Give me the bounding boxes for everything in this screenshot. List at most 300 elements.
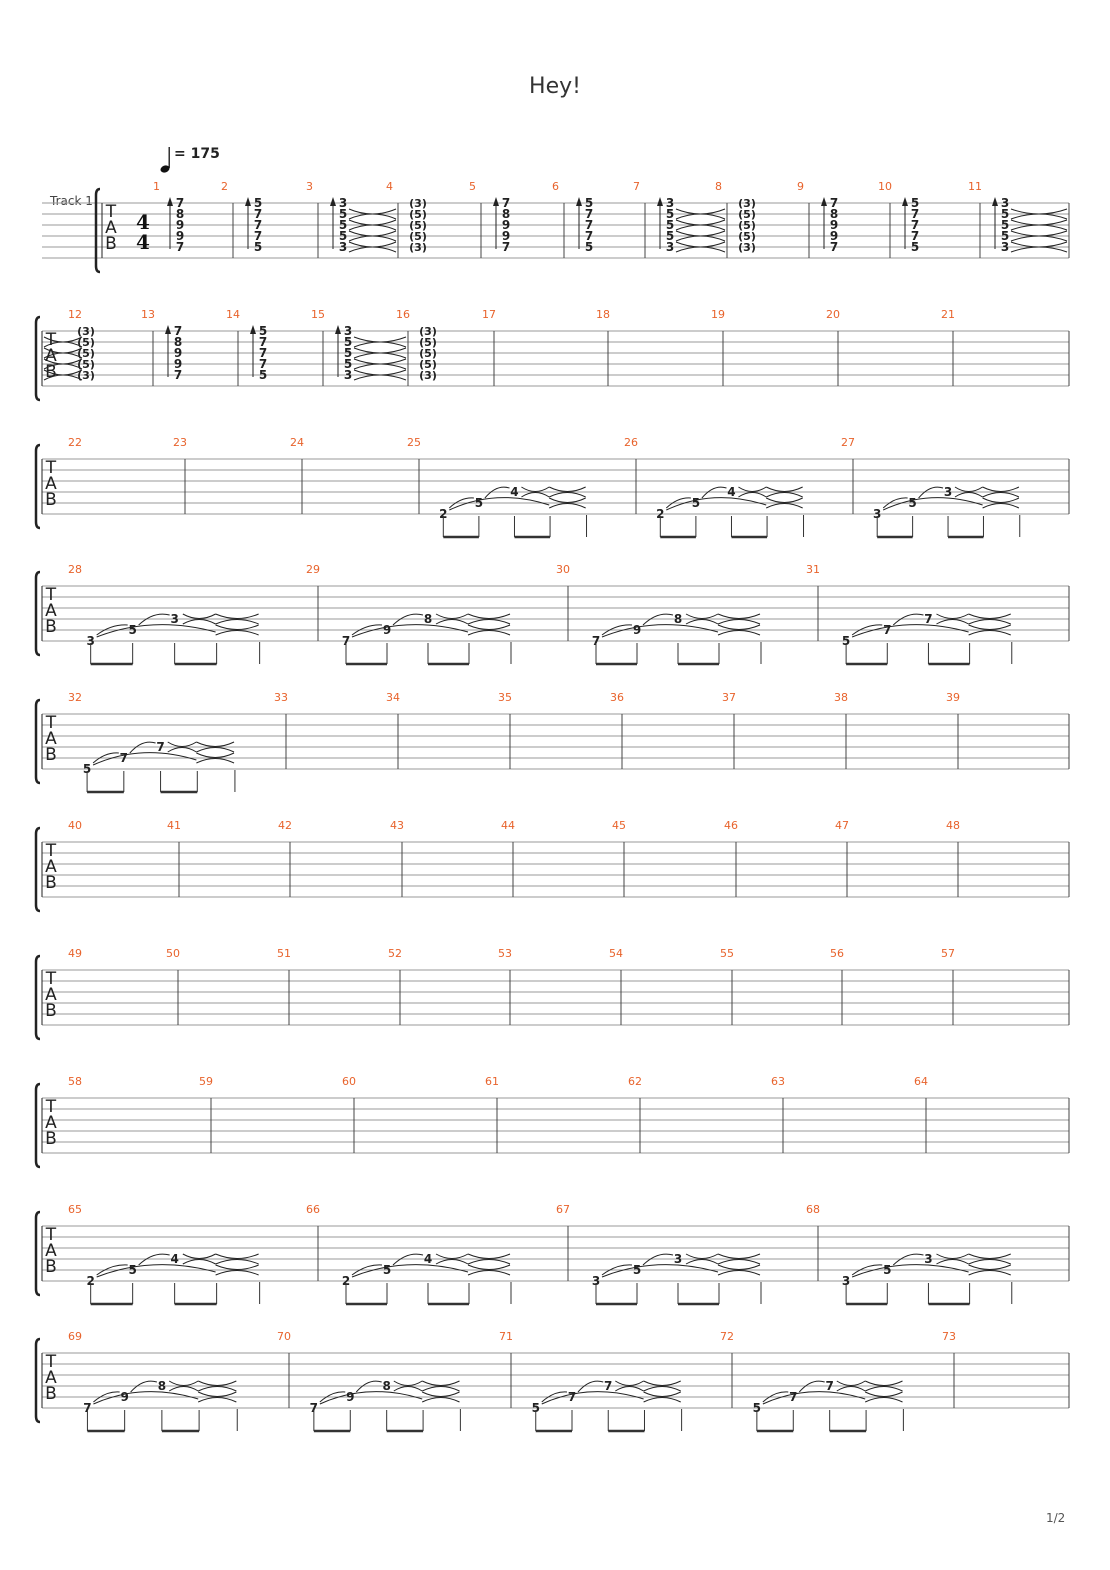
tie-arc <box>718 1260 760 1265</box>
tie-arc <box>549 487 585 492</box>
measure-number-58: 58 <box>68 1075 82 1088</box>
chord-a-1-string-2: 8 <box>175 207 185 221</box>
tie-arc <box>686 1254 718 1259</box>
upstroke-arrow-icon <box>657 197 663 206</box>
chord-c-15-string-2: 5 <box>343 335 353 349</box>
chord-b-14-string-1: 5 <box>258 324 268 338</box>
tie-arc <box>766 493 802 498</box>
upstroke-arrow-icon <box>165 325 171 334</box>
measure-number-8: 8 <box>715 180 722 193</box>
measure-number-21: 21 <box>941 308 955 321</box>
slur-arc <box>130 742 156 753</box>
fret-number-28-1: 3 <box>86 634 95 648</box>
measure-number-14: 14 <box>226 308 240 321</box>
chord-c-15-string-1: 3 <box>343 324 353 338</box>
tab-clef-letter: T <box>105 202 117 222</box>
measure-number-12: 12 <box>68 308 82 321</box>
tie-arc <box>354 364 406 369</box>
fret-number-66-1: 2 <box>341 1274 351 1288</box>
fret-number-26-2: 5 <box>691 496 701 510</box>
measure-number-62: 62 <box>628 1075 642 1088</box>
tie-arc <box>216 1260 259 1265</box>
chord-c-tied-16-string-4: (5) <box>419 358 437 371</box>
chord-c-tied-12-string-3: (5) <box>77 347 95 360</box>
tab-clef-letter: B <box>45 745 57 765</box>
chord-c-3-string-1: 3 <box>338 196 348 210</box>
upstroke-arrow-icon <box>167 197 173 206</box>
tab-clef-letter: T <box>45 841 57 861</box>
tie-arc <box>394 1381 422 1386</box>
time-signature-top: 4 <box>136 210 150 234</box>
chord-c-7-string-5: 3 <box>665 240 675 254</box>
measure-number-1: 1 <box>153 180 160 193</box>
system-bracket <box>36 445 40 528</box>
tie-arc <box>468 1254 510 1259</box>
chord-c-3-string-3: 5 <box>338 218 348 232</box>
tie-arc <box>422 1398 459 1403</box>
slur-arc <box>485 487 510 498</box>
fret-number-71-3: 7 <box>604 1379 613 1393</box>
tie-arc <box>766 504 802 509</box>
tie-arc <box>969 631 1011 636</box>
tie-arc <box>1011 247 1067 252</box>
measure-number-66: 66 <box>306 1203 320 1216</box>
tie-arc <box>837 1387 865 1392</box>
measure-number-4: 4 <box>386 180 393 193</box>
chord-c-11-string-2: 5 <box>1000 207 1010 221</box>
tie-arc <box>1011 236 1067 241</box>
tie-arc <box>168 742 197 747</box>
fret-number-68-1: 3 <box>841 1274 851 1288</box>
tab-clef-letter: B <box>45 873 57 893</box>
tie-arc <box>766 498 802 503</box>
tab-clef-letter: T <box>45 330 57 350</box>
fret-number-30-3: 8 <box>673 612 683 626</box>
tie-arc <box>183 614 216 619</box>
chord-c-7-string-3: 5 <box>665 218 675 232</box>
song-title: Hey! <box>529 74 581 99</box>
tie-arc <box>394 1387 422 1392</box>
measure-number-63: 63 <box>771 1075 785 1088</box>
tie-arc <box>349 231 396 236</box>
tie-arc <box>936 1254 968 1259</box>
time-signature-bottom: 4 <box>136 230 150 254</box>
chord-c-15-string-5: 3 <box>343 368 353 382</box>
measure-number-7: 7 <box>633 180 640 193</box>
fret-number-70-3: 8 <box>382 1379 391 1393</box>
measure-number-44: 44 <box>501 819 515 832</box>
chord-b-10-string-2: 7 <box>910 207 920 221</box>
chord-b-2-string-5: 5 <box>253 240 263 254</box>
tie-arc <box>718 614 760 619</box>
chord-b-6-string-4: 7 <box>584 229 594 243</box>
slur-arc <box>139 1254 170 1265</box>
tie-arc <box>718 631 760 636</box>
fret-number-67-2: 5 <box>632 1263 642 1277</box>
tie-arc <box>718 625 760 630</box>
tie-arc <box>983 498 1019 503</box>
tab-clef-letter: B <box>45 1001 57 1021</box>
tie-arc <box>436 620 468 625</box>
chord-c-11-string-4: 5 <box>1000 229 1010 243</box>
upstroke-arrow-icon <box>902 197 908 206</box>
chord-a-13-string-1: 7 <box>173 324 183 338</box>
tab-clef-letter: A <box>45 1368 57 1388</box>
chord-a-5-string-2: 8 <box>501 207 511 221</box>
fret-number-72-1: 5 <box>752 1401 762 1415</box>
chord-b-14-string-3: 7 <box>258 346 268 360</box>
tab-clef-letter: T <box>45 1225 57 1245</box>
chord-c-3-string-5: 3 <box>338 240 348 254</box>
tie-arc <box>521 493 549 498</box>
upstroke-arrow-icon <box>576 197 582 206</box>
chord-b-14-string-5: 5 <box>258 368 268 382</box>
tie-arc <box>354 337 406 342</box>
measure-number-60: 60 <box>342 1075 356 1088</box>
chord-a-13-string-3: 9 <box>173 346 183 360</box>
fret-number-31-1: 5 <box>841 634 851 648</box>
tie-arc <box>349 209 396 214</box>
tab-clef-letter: A <box>45 474 57 494</box>
tie-arc <box>676 247 725 252</box>
tie-arc <box>676 231 725 236</box>
measure-number-9: 9 <box>797 180 804 193</box>
tab-clef-letter: A <box>45 729 57 749</box>
tab-clef-letter: B <box>45 490 57 510</box>
measure-number-68: 68 <box>806 1203 820 1216</box>
tie-arc <box>169 1387 198 1392</box>
tab-clef-letter: T <box>45 713 57 733</box>
measure-number-49: 49 <box>68 947 82 960</box>
fret-number-65-3: 4 <box>170 1252 179 1266</box>
tie-arc <box>1011 214 1067 219</box>
tie-arc <box>1011 231 1067 236</box>
slur-arc <box>643 614 673 625</box>
tie-arc <box>686 1260 718 1265</box>
system-bracket <box>96 189 100 272</box>
chord-a-1-string-5: 7 <box>175 240 185 254</box>
fret-number-28-3: 3 <box>170 612 179 626</box>
tie-arc <box>676 242 725 247</box>
tie-arc <box>521 487 549 492</box>
fret-number-29-1: 7 <box>341 634 351 648</box>
chord-c-tied-4-string-5: (3) <box>409 241 427 254</box>
upstroke-arrow-icon <box>992 197 998 206</box>
chord-c-tied-8-string-3: (5) <box>738 219 756 232</box>
tie-arc <box>216 625 259 630</box>
tie-arc <box>738 487 766 492</box>
measure-number-45: 45 <box>612 819 626 832</box>
tab-clef-letter: T <box>45 1097 57 1117</box>
tie-arc <box>198 1398 236 1403</box>
tie-arc <box>468 1260 510 1265</box>
fret-number-28-2: 5 <box>128 623 137 637</box>
chord-a-13-string-4: 9 <box>173 357 183 371</box>
tie-arc <box>354 348 406 353</box>
tie-arc <box>349 220 396 225</box>
measure-number-31: 31 <box>806 563 820 576</box>
fret-number-69-3: 8 <box>157 1379 167 1393</box>
measure-number-22: 22 <box>68 436 82 449</box>
tie-arc <box>196 742 234 747</box>
fret-number-31-2: 7 <box>883 623 892 637</box>
measure-number-30: 30 <box>556 563 570 576</box>
tie-arc <box>718 1254 760 1259</box>
chord-c-tied-12-string-5: (3) <box>77 369 95 382</box>
upstroke-arrow-icon <box>821 197 827 206</box>
tie-arc <box>718 1265 760 1270</box>
measure-number-64: 64 <box>914 1075 928 1088</box>
tab-clef-letter: A <box>45 985 57 1005</box>
tie-arc <box>216 631 259 636</box>
tie-arc <box>549 504 585 509</box>
chord-c-11-string-5: 3 <box>1000 240 1010 254</box>
chord-c-3-string-4: 5 <box>338 229 348 243</box>
measure-number-16: 16 <box>396 308 410 321</box>
tie-arc <box>718 1271 760 1276</box>
chord-c-tied-12-string-2: (5) <box>77 336 95 349</box>
tab-clef-letter: B <box>45 617 57 637</box>
measure-number-53: 53 <box>498 947 512 960</box>
tie-arc <box>422 1392 459 1397</box>
track-label: Track 1 <box>50 194 93 208</box>
tab-clef-letter: T <box>45 585 57 605</box>
chord-a-9-string-3: 9 <box>829 218 839 232</box>
measure-number-26: 26 <box>624 436 638 449</box>
system-bracket <box>36 956 40 1039</box>
measure-number-35: 35 <box>498 691 512 704</box>
system-bracket <box>36 700 40 783</box>
tie-arc <box>676 209 725 214</box>
measure-number-33: 33 <box>274 691 288 704</box>
fret-number-29-3: 8 <box>423 612 433 626</box>
tie-arc <box>969 1265 1011 1270</box>
tie-arc <box>216 614 259 619</box>
tie-arc <box>422 1387 459 1392</box>
fret-number-32-1: 5 <box>82 762 92 776</box>
tie-arc <box>676 236 725 241</box>
chord-a-1-string-4: 9 <box>175 229 185 243</box>
measure-number-2: 2 <box>221 180 228 193</box>
measure-number-70: 70 <box>277 1330 291 1343</box>
chord-b-2-string-3: 7 <box>253 218 263 232</box>
tie-arc <box>936 620 968 625</box>
measure-number-61: 61 <box>485 1075 499 1088</box>
tab-clef-letter: A <box>105 218 117 238</box>
tie-arc <box>676 214 725 219</box>
slur-arc <box>356 1381 381 1392</box>
measure-number-25: 25 <box>407 436 421 449</box>
tie-arc <box>644 1381 681 1386</box>
system-bracket <box>36 1212 40 1295</box>
chord-b-10-string-4: 7 <box>910 229 920 243</box>
chord-c-tied-4-string-4: (5) <box>409 230 427 243</box>
fret-number-25-3: 4 <box>510 485 519 499</box>
chord-a-13-string-5: 7 <box>173 368 183 382</box>
tie-arc <box>198 1392 236 1397</box>
fret-number-72-2: 7 <box>789 1390 798 1404</box>
chord-b-10-string-5: 5 <box>910 240 920 254</box>
slur-arc <box>893 614 923 625</box>
measure-number-40: 40 <box>68 819 82 832</box>
fret-number-66-3: 4 <box>423 1252 433 1266</box>
upstroke-arrow-icon <box>245 197 251 206</box>
slur-arc <box>643 1254 673 1265</box>
tie-arc <box>549 493 585 498</box>
measure-number-34: 34 <box>386 691 400 704</box>
measure-number-29: 29 <box>306 563 320 576</box>
fret-number-32-3: 7 <box>156 740 165 754</box>
measure-number-47: 47 <box>835 819 849 832</box>
tab-clef-letter: B <box>105 234 117 254</box>
tie-arc <box>1011 220 1067 225</box>
measure-number-41: 41 <box>167 819 181 832</box>
tie-arc <box>168 748 197 753</box>
chord-a-5-string-4: 9 <box>501 229 511 243</box>
tie-arc <box>983 493 1019 498</box>
measure-number-69: 69 <box>68 1330 82 1343</box>
measure-number-27: 27 <box>841 436 855 449</box>
chord-b-10-string-1: 5 <box>910 196 920 210</box>
tie-arc <box>955 493 983 498</box>
tie-arc <box>468 1265 510 1270</box>
fret-number-26-3: 4 <box>727 485 736 499</box>
fret-number-69-2: 9 <box>120 1390 129 1404</box>
measure-number-23: 23 <box>173 436 187 449</box>
tab-clef-letter: A <box>45 857 57 877</box>
tie-arc <box>955 487 983 492</box>
tie-arc <box>936 614 968 619</box>
measure-number-24: 24 <box>290 436 304 449</box>
fret-number-30-1: 7 <box>591 634 601 648</box>
tie-arc <box>766 487 802 492</box>
chord-c-tied-12-string-1: (3) <box>77 325 95 338</box>
tab-clef-letter: A <box>45 601 57 621</box>
tie-arc <box>983 487 1019 492</box>
chord-c-tied-8-string-2: (5) <box>738 208 756 221</box>
tie-arc <box>969 1271 1011 1276</box>
measure-number-71: 71 <box>499 1330 513 1343</box>
tie-arc <box>216 1254 259 1259</box>
fret-number-65-1: 2 <box>86 1274 95 1288</box>
chord-c-7-string-1: 3 <box>665 196 675 210</box>
fret-number-25-2: 5 <box>474 496 484 510</box>
measure-number-54: 54 <box>609 947 623 960</box>
system-bracket <box>36 317 40 400</box>
system-bracket <box>36 572 40 655</box>
measure-number-57: 57 <box>941 947 955 960</box>
tie-arc <box>169 1381 198 1386</box>
tie-arc <box>549 498 585 503</box>
measure-number-11: 11 <box>968 180 982 193</box>
chord-c-11-string-3: 5 <box>1000 218 1010 232</box>
page-number: 1/2 <box>1046 1511 1066 1525</box>
chord-c-tied-8-string-4: (5) <box>738 230 756 243</box>
tie-arc <box>198 1381 236 1386</box>
chord-c-tied-16-string-2: (5) <box>419 336 437 349</box>
tie-arc <box>183 1254 216 1259</box>
measure-number-17: 17 <box>482 308 496 321</box>
slur-arc <box>578 1381 603 1392</box>
tie-arc <box>1011 209 1067 214</box>
measure-number-52: 52 <box>388 947 402 960</box>
tie-arc <box>349 247 396 252</box>
chord-c-15-string-4: 5 <box>343 357 353 371</box>
measure-number-65: 65 <box>68 1203 82 1216</box>
tie-arc <box>436 1254 468 1259</box>
chord-b-2-string-2: 7 <box>253 207 263 221</box>
measure-number-36: 36 <box>610 691 624 704</box>
tab-clef-letter: B <box>45 1384 57 1404</box>
tie-arc <box>1011 225 1067 230</box>
tie-arc <box>436 1260 468 1265</box>
fret-number-32-2: 7 <box>119 751 129 765</box>
chord-a-9-string-4: 9 <box>829 229 839 243</box>
measure-number-42: 42 <box>278 819 292 832</box>
tie-arc <box>969 614 1011 619</box>
measure-number-59: 59 <box>199 1075 213 1088</box>
tab-clef-letter: B <box>45 1257 57 1277</box>
chord-b-14-string-2: 7 <box>258 335 268 349</box>
chord-c-15-string-3: 5 <box>343 346 353 360</box>
chord-c-tied-16-string-1: (3) <box>419 325 437 338</box>
tie-arc <box>718 620 760 625</box>
tie-arc <box>969 1254 1011 1259</box>
tie-arc <box>196 759 234 764</box>
chord-c-tied-4-string-3: (5) <box>409 219 427 232</box>
tie-arc <box>738 493 766 498</box>
chord-b-2-string-1: 5 <box>253 196 263 210</box>
slur-arc <box>799 1381 824 1392</box>
fret-number-68-2: 5 <box>883 1263 892 1277</box>
chord-a-5-string-1: 7 <box>501 196 511 210</box>
measure-number-51: 51 <box>277 947 291 960</box>
tab-clef-letter: T <box>45 1352 57 1372</box>
tie-arc <box>983 504 1019 509</box>
tie-arc <box>468 614 510 619</box>
measure-number-37: 37 <box>722 691 736 704</box>
chord-a-1-string-1: 7 <box>175 196 185 210</box>
tie-arc <box>686 620 718 625</box>
fret-number-67-1: 3 <box>591 1274 601 1288</box>
tie-arc <box>354 353 406 358</box>
fret-number-71-1: 5 <box>531 1401 540 1415</box>
measure-number-43: 43 <box>390 819 404 832</box>
tie-arc <box>615 1387 643 1392</box>
chord-a-9-string-2: 8 <box>829 207 839 221</box>
measure-number-39: 39 <box>946 691 960 704</box>
upstroke-arrow-icon <box>493 197 499 206</box>
measure-number-6: 6 <box>552 180 559 193</box>
fret-number-65-2: 5 <box>128 1263 137 1277</box>
upstroke-arrow-icon <box>330 197 336 206</box>
tab-clef-letter: T <box>45 969 57 989</box>
tie-arc <box>198 1387 236 1392</box>
tie-arc <box>969 1260 1011 1265</box>
measure-number-13: 13 <box>141 308 155 321</box>
tie-arc <box>468 1271 510 1276</box>
tie-arc <box>969 620 1011 625</box>
tab-clef-letter: A <box>45 346 57 366</box>
chord-a-1-string-3: 9 <box>175 218 185 232</box>
chord-b-6-string-5: 5 <box>584 240 594 254</box>
tab-clef-letter: B <box>45 1129 57 1149</box>
tie-arc <box>1011 242 1067 247</box>
chord-c-tied-4-string-1: (3) <box>409 197 427 210</box>
measure-number-72: 72 <box>720 1330 734 1343</box>
chord-b-2-string-4: 7 <box>253 229 263 243</box>
chord-c-3-string-2: 5 <box>338 207 348 221</box>
